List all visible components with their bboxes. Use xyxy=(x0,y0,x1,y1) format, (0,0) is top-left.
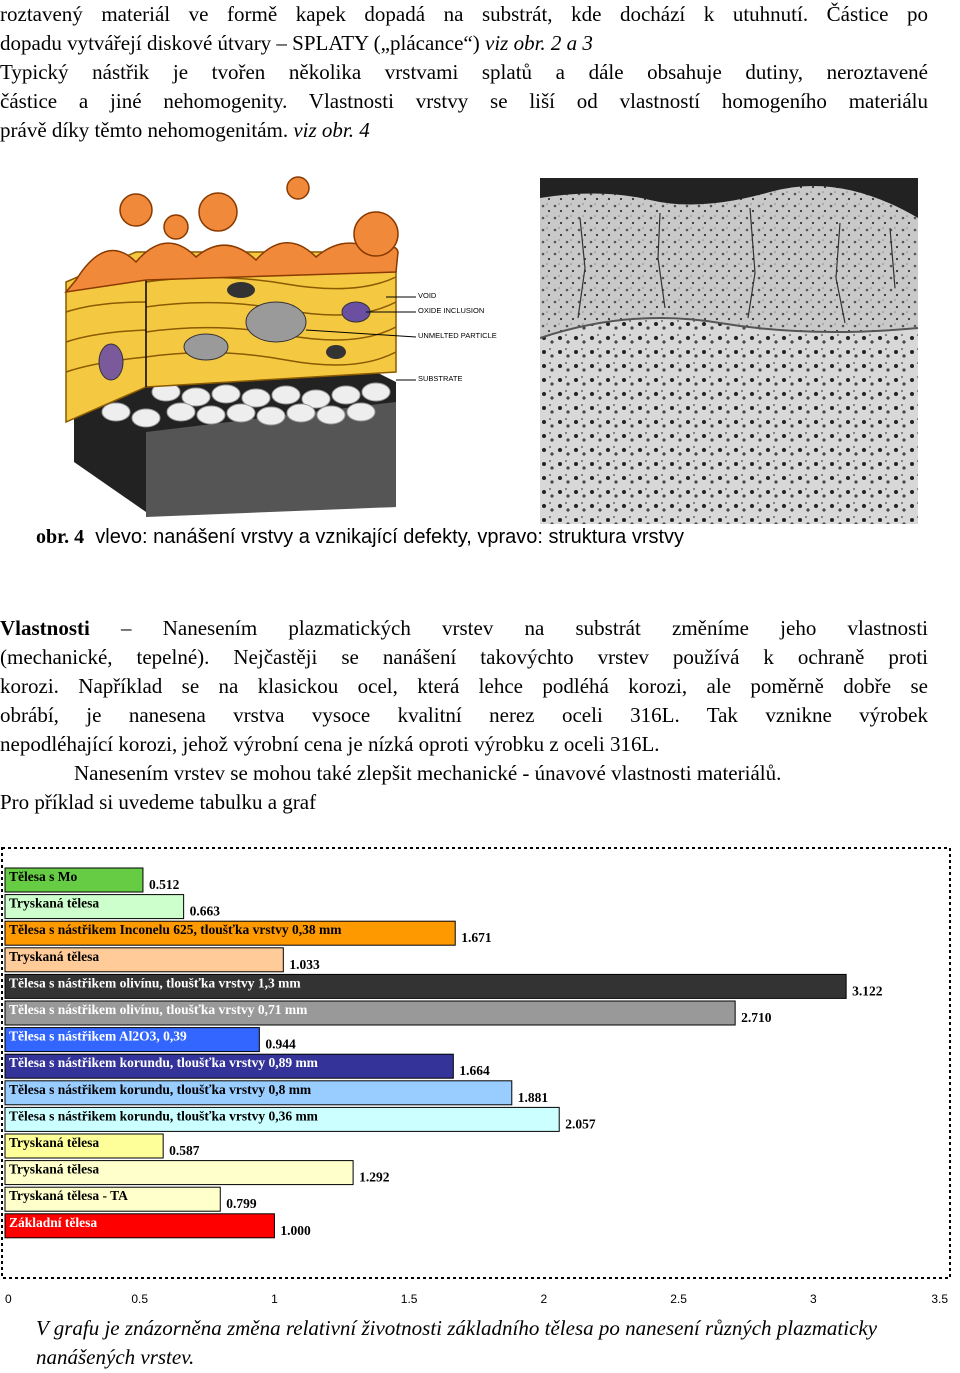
x-axis-tick-label: 0 xyxy=(5,1292,12,1306)
intro-line-4: částice a jiné nehomogenity. Vlastnosti vrstvy se liší od vlastností homogeního materiálu xyxy=(0,89,928,113)
diagram-label-oxide-inclusion: OXIDE INCLUSION xyxy=(418,306,485,315)
intro-line-1: roztavený materiál ve formě kapek dopadá na substrát, kde dochází k utuhnutí. Částice po xyxy=(0,2,928,26)
chart-value-label: 0.663 xyxy=(189,903,221,919)
x-axis-tick-label: 2 xyxy=(540,1292,548,1306)
chart-value-label: 0.799 xyxy=(226,1196,257,1212)
chart-description: V grafu je znázorněna změna relativní životnosti základního tělesa po nanesení různých plazmaticky nanášených vrstev. xyxy=(36,1316,878,1369)
section-line-1-text: Nanesením plazmatických vrstev na substrát změníme jeho vlastnosti xyxy=(162,616,929,640)
chart-value-label: 2.710 xyxy=(741,1010,772,1025)
x-axis-tick-label: 2.5 xyxy=(670,1292,687,1306)
section-heading: Vlastnosti xyxy=(0,616,90,640)
chart-bar-label: Tělesa s nástřikem Al2O3, 0,39 xyxy=(9,1028,187,1044)
chart-value-label: 1.292 xyxy=(359,1169,390,1185)
chart-value-label: 1.881 xyxy=(517,1089,549,1105)
section-dash: – xyxy=(121,616,132,640)
section-line-6: Nanesením vrstev se mohou také zlepšit mechanické - únavové vlastnosti materiálů. xyxy=(74,761,782,785)
chart-value-label: 0.944 xyxy=(265,1036,296,1052)
intro-line-3: Typický nástřik je tvořen několika vrstvami splatů a dále obsahuje dutiny, neroztavené xyxy=(0,60,928,84)
section-line-2: (mechanické, tepelné). Nejčastěji se nanášení takovýchto vrstev používá k ochraně proti xyxy=(0,645,928,669)
chart-value-label: 1.664 xyxy=(459,1063,490,1079)
chart-value-label: 1.671 xyxy=(461,930,492,946)
diagram-label-unmelted-particle: UNMELTED PARTICLE xyxy=(418,331,497,340)
chart-value-label: 0.587 xyxy=(169,1143,200,1158)
chart-value-label: 1.033 xyxy=(289,956,320,972)
x-axis-tick-label: 3.5 xyxy=(931,1292,948,1306)
chart-bar-label: Tělesa s Mo xyxy=(9,869,78,884)
chart-value-label: 1.000 xyxy=(280,1222,311,1238)
chart-bar-label: Tělesa s nástřikem korundu, tloušťka vrstvy 0,89 mm xyxy=(9,1055,318,1071)
x-axis-tick-label: 1.5 xyxy=(400,1292,418,1306)
figure-reference-4: viz obr. 4 xyxy=(293,118,370,142)
chart-bar-label: Tělesa s nástřikem olivínu, tloušťka vrstvy 0,71 mm xyxy=(9,1002,308,1017)
x-axis-tick-label: 1 xyxy=(271,1292,278,1306)
chart-bar-label: Tryskaná tělesa xyxy=(9,895,100,911)
chart-value-label: 3.122 xyxy=(852,983,883,999)
micrograph-image xyxy=(540,178,918,524)
diagram-label-substrate: SUBSTRATE xyxy=(418,374,463,383)
intro-line-2 xyxy=(0,29,928,58)
chart-value-label: 0.512 xyxy=(148,877,180,892)
chart-bar-label: Tělesa s nástřikem korundu, tloušťka vrstvy 0,8 mm xyxy=(9,1081,312,1097)
intro-line-5-text: právě díky těmto nehomogenitám. xyxy=(0,118,294,142)
figure-caption-ref: obr. 4 xyxy=(36,526,85,548)
chart-bar-label: Tryskaná tělesa - TA xyxy=(9,1188,128,1204)
chart-bar-label: Tryskaná tělesa xyxy=(9,1161,100,1177)
coating-diagram xyxy=(36,172,506,522)
figure-reference-2-3: viz obr. 2 a 3 xyxy=(485,31,593,55)
chart-value-label: 2.057 xyxy=(565,1116,596,1132)
chart-bar-label: Tryskaná tělesa xyxy=(9,948,100,964)
chart-bar-label: Tělesa s nástřikem korundu, tloušťka vrstvy 0,36 mm xyxy=(9,1108,318,1124)
section-line-1 xyxy=(0,614,928,643)
lifetime-bar-chart xyxy=(0,840,960,1310)
x-axis-tick-label: 0.5 xyxy=(131,1292,149,1306)
chart-bar-label: Tryskaná tělesa xyxy=(9,1135,100,1150)
x-axis-tick-label: 3 xyxy=(809,1292,817,1306)
intro-line-5 xyxy=(0,116,928,145)
section-line-3: korozi. Například se na klasickou ocel, která lehce podléhá korozi, ale poměrně dobře se xyxy=(0,674,928,698)
section-line-5: nepodléhající korozi, jehož výrobní cena je nízká oproti výrobku z oceli 316L. xyxy=(0,732,660,756)
intro-line-2-text: dopadu vytvářejí diskové útvary – SPLATY („plácance“) xyxy=(0,31,485,55)
figure-caption-text: vlevo: nanášení vrstvy a vznikající defekty, vpravo: struktura vrstvy xyxy=(95,526,685,548)
chart-bar-label: Tělesa s nástřikem olivínu, tloušťka vrstvy 1,3 mm xyxy=(9,975,301,991)
figure-caption xyxy=(36,526,684,549)
oxide-inclusion xyxy=(99,344,123,380)
section-line-7: Pro příklad si uvedeme tabulku a graf xyxy=(0,790,317,814)
unmelted-particle xyxy=(246,302,306,342)
section-line-4: obrábí, je nanesena vrstva vysoce kvalitní nerez oceli 316L. Tak vznikne výrobek xyxy=(0,703,928,727)
chart-bar-label: Základní tělesa xyxy=(9,1214,98,1230)
diagram-label-void: VOID xyxy=(418,291,437,300)
void xyxy=(227,282,255,298)
chart-bar-label: Tělesa s nástřikem Inconelu 625, tloušťka vrstvy 0,38 mm xyxy=(9,922,342,938)
